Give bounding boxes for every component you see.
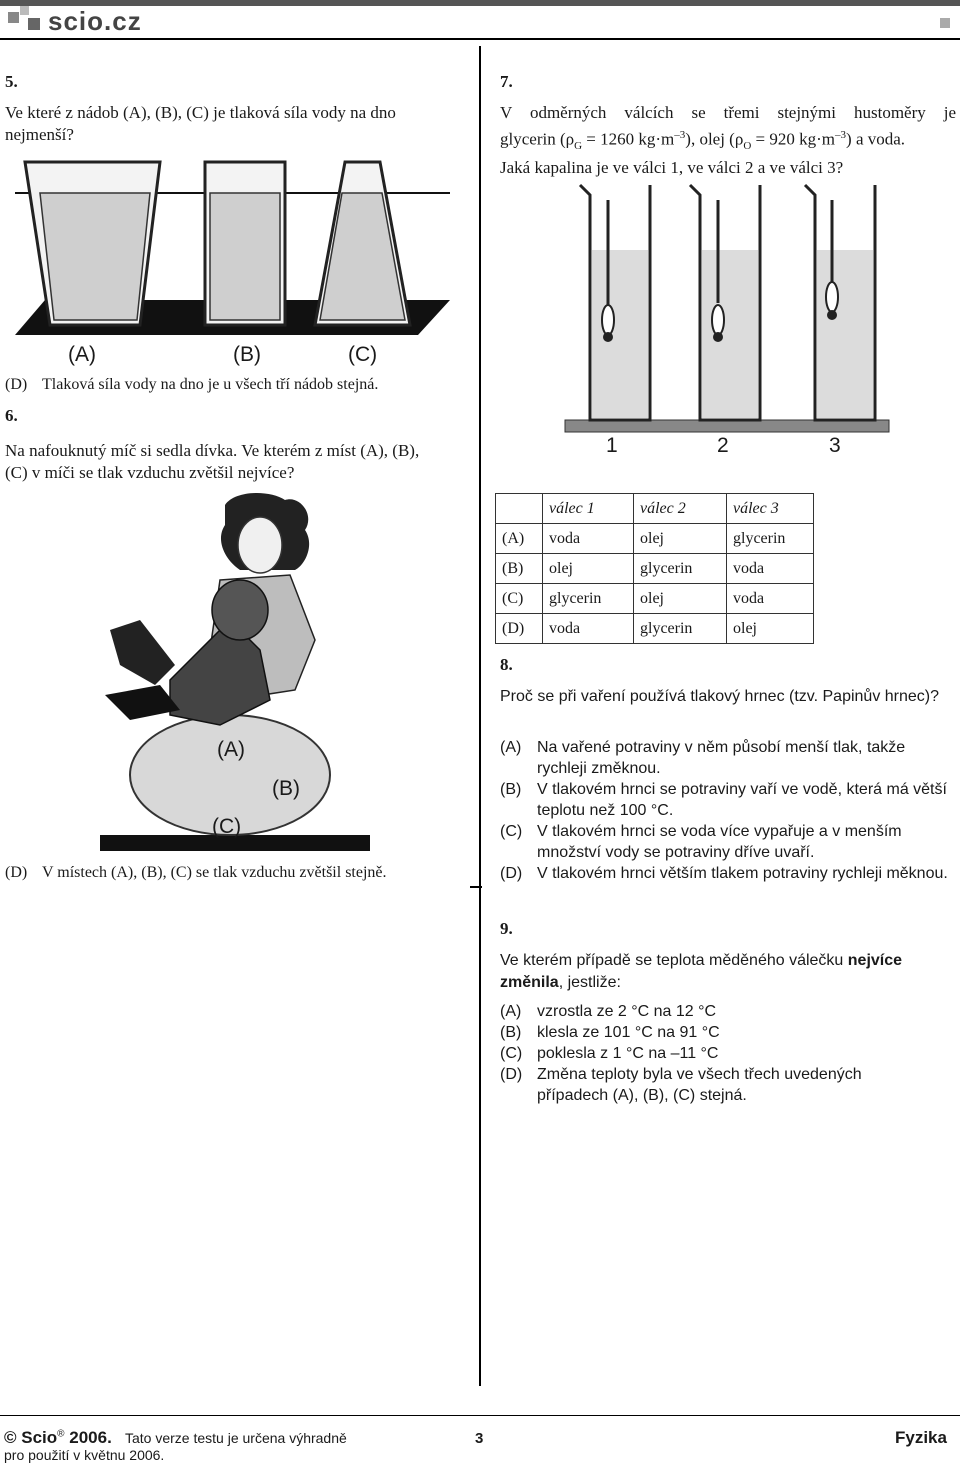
q8-number: 8. <box>500 655 513 674</box>
cyl-label-1: 1 <box>606 434 618 457</box>
q7-line3: Jaká kapalina je ve válci 1, ve válci 2 a ve válci 3? <box>500 158 844 178</box>
cylinder-3 <box>805 185 875 420</box>
q9-option-d: (D) Změna teploty byla ve všech třech uvedených případech (A), (B), (C) stejná. <box>500 1066 862 1104</box>
q9-option-c: (C) poklesla z 1 °C na –11 °C <box>500 1045 719 1062</box>
q6-number: 6. <box>5 406 18 425</box>
cyl-label-3: 3 <box>829 434 841 457</box>
table-cell: olej <box>634 584 727 614</box>
q9-option-b: (B) klesla ze 101 °C na 91 °C <box>500 1024 720 1041</box>
footer-note-line2: pro použití v květnu 2006. <box>4 1447 165 1463</box>
footer-subject: Fyzika <box>895 1428 947 1447</box>
q6-text: Na nafouknutý míč si sedla dívka. Ve kterém z míst (A), (B), (C) v míči se tlak vzduchu zvětšil nejvíce? <box>5 441 420 482</box>
row-label: (B) <box>496 554 543 584</box>
table-row <box>496 584 814 614</box>
row-label: (A) <box>496 524 543 554</box>
q5-option-d <box>5 374 465 395</box>
table-cell: olej <box>634 524 727 554</box>
q7-text <box>500 102 956 179</box>
footer-page-number: 3 <box>475 1430 484 1447</box>
q5-number: 5. <box>5 72 18 91</box>
table-cell: glycerin <box>634 554 727 584</box>
cyl-label-2: 2 <box>717 434 729 457</box>
q5-figure-containers <box>10 150 455 340</box>
q7-line2: glycerin ($\rho_G = 1260$ $kg\cdot m^{-3}$), olej ($\rho_O = 920$ $kg\cdot m^{-3}$) a voda. <box>500 129 906 153</box>
header-corner-mark <box>940 18 950 28</box>
cylinder-1 <box>580 185 650 420</box>
knees <box>212 580 268 640</box>
q9-text: Ve kterém případě se teplota měděného válečku nejvíce změnila, jestliže: <box>500 952 903 991</box>
cylinder-2 <box>690 185 760 420</box>
q8-options <box>500 737 950 884</box>
table-cell: glycerin <box>543 584 634 614</box>
header-logo: scio.cz <box>48 6 142 36</box>
table-row <box>496 524 814 554</box>
option-label: (D) <box>5 864 28 881</box>
footer-rule <box>0 1415 960 1416</box>
q6-figure-girl-on-ball <box>100 490 375 860</box>
table-cell: voda <box>727 584 814 614</box>
q7-answer-table <box>495 493 814 644</box>
q5-label-a: (A) <box>68 343 96 366</box>
column-divider-tick <box>470 886 482 888</box>
q8-option-b: (B) V tlakovém hrnci se potraviny vaří ve vodě, která má větší teplotu než 100 °C. <box>500 781 947 819</box>
table-header: válec 1 <box>543 494 634 524</box>
container-b <box>205 162 285 325</box>
shoe-right <box>105 685 180 720</box>
q6-label-c: (C) <box>212 815 242 838</box>
q8-text: Proč se při vaření používá tlakový hrnec (tzv. Papinův hrnec)? <box>500 688 940 705</box>
shoe-left <box>110 620 175 685</box>
q5-label-c: (C) <box>348 343 378 366</box>
q6-label-b: (B) <box>272 777 300 800</box>
q8-option-c: (C) V tlakovém hrnci se voda více vypařuje a v menším množství vody se potraviny dříve uvaří. <box>500 823 902 861</box>
option-text: V místech (A), (B), (C) se tlak vzduchu zvětšil stejně. <box>42 864 387 881</box>
q9-option-a: (A) vzrostla ze 2 °C na 12 °C <box>500 1003 717 1020</box>
row-label: (C) <box>496 584 543 614</box>
container-c <box>315 162 410 325</box>
q5-text: Ve které z nádob (A), (B), (C) je tlaková síla vody na dno nejmenší? <box>5 103 396 144</box>
page-header <box>0 0 960 40</box>
q8-option-a: (A) Na vařené potraviny v něm působí menší tlak, takže rychleji změknou. <box>500 739 906 777</box>
table-row <box>496 554 814 584</box>
q6-option-d <box>5 862 470 883</box>
option-text: Tlaková síla vody na dno je u všech tří nádob stejná. <box>42 376 379 393</box>
stand <box>565 420 889 432</box>
header-rule <box>0 38 960 40</box>
q7-number: 7. <box>500 72 513 91</box>
table-header-row <box>496 494 814 524</box>
face <box>238 517 282 573</box>
table-header: válec 3 <box>727 494 814 524</box>
q8-option-d: (D) V tlakovém hrnci větším tlakem potraviny rychleji měknou. <box>500 865 948 882</box>
table-cell: olej <box>543 554 634 584</box>
footer-copyright: © Scio® 2006. <box>4 1428 112 1447</box>
logo-squares-icon <box>8 6 44 32</box>
header-bar <box>0 0 960 6</box>
table-cell: voda <box>543 524 634 554</box>
footer-note: Tato verze testu je určena výhradně <box>125 1430 347 1446</box>
row-label: (D) <box>496 614 543 644</box>
table-row <box>496 614 814 644</box>
table-cell: glycerin <box>634 614 727 644</box>
table-header: válec 2 <box>634 494 727 524</box>
q7-figure-cylinders <box>560 175 895 440</box>
q9-number: 9. <box>500 919 513 938</box>
option-label: (D) <box>5 376 28 393</box>
column-divider <box>479 46 481 1386</box>
container-a <box>25 162 160 325</box>
table-cell: glycerin <box>727 524 814 554</box>
q7-line1: V odměrných válcích se třemi stejnými hustoměry je <box>500 103 956 122</box>
table-cell: voda <box>543 614 634 644</box>
q5-label-b: (B) <box>233 343 261 366</box>
table-cell: voda <box>727 554 814 584</box>
q9-options <box>500 1001 920 1106</box>
table-cell: olej <box>727 614 814 644</box>
q6-label-a: (A) <box>217 738 245 761</box>
